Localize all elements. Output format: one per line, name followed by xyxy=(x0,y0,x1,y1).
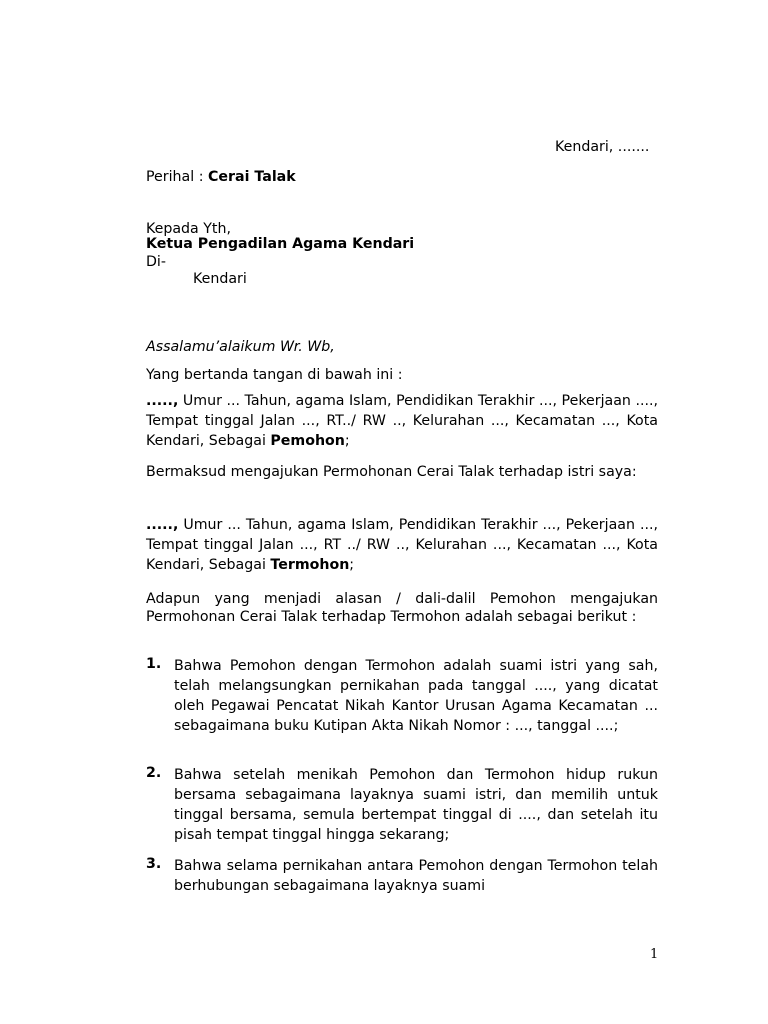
item-2-number: 2. xyxy=(146,765,162,781)
subject-line xyxy=(146,169,296,185)
intro-text: Yang bertanda tangan di bawah ini : xyxy=(146,367,403,383)
place-date: Kendari, ....... xyxy=(555,139,650,155)
respondent-role: Termohon xyxy=(270,557,350,573)
recipient-city: Kendari xyxy=(193,271,247,287)
subject-label: Perihal : xyxy=(146,169,208,185)
subject-value: Cerai Talak xyxy=(207,169,296,185)
petitioner-name-placeholder: ....., xyxy=(146,393,179,409)
salutation: Assalamu’alaikum Wr. Wb, xyxy=(146,339,335,355)
respondent-end: ; xyxy=(349,557,355,573)
respondent-details: Umur ... Tahun, agama Islam, Pendidikan Terakhir ..., Pekerjaan ..., Tempat tinggal Jalan ..., RT ../ RW .., Kelurahan ..., Kecamatan ..., Kota Kendari, Sebagai xyxy=(146,517,658,573)
petitioner-role: Pemohon xyxy=(270,433,345,449)
recipient-di: Di- xyxy=(146,254,166,270)
item-1-number: 1. xyxy=(146,656,162,672)
respondent-name-placeholder: ....., xyxy=(146,517,179,533)
respondent-paragraph xyxy=(146,515,658,575)
page-number: 1 xyxy=(650,947,659,962)
petitioner-paragraph xyxy=(146,391,658,451)
item-1-text: Bahwa Pemohon dengan Termohon adalah suami istri yang sah, telah melangsungkan pernikahan pada tanggal ...., yang dicatat oleh Pegawai Pencatat Nikah Kantor Urusan Agama Kecamatan ... sebagaimana buku Kutipan Akta Nikah Nomor : ..., tanggal ....; xyxy=(174,658,658,734)
petitioner-end: ; xyxy=(344,433,350,449)
item-2-text: Bahwa setelah menikah Pemohon dan Termohon hidup rukun bersama sebagaimana layaknya suami istri, dan memilih untuk tinggal bersama, semula bertempat tinggal di ...., dan setelah itu pisah tempat tinggal hingga sekarang; xyxy=(174,767,658,843)
petitioner-details: Umur ... Tahun, agama Islam, Pendidikan Terakhir ..., Pekerjaan ...., Tempat tinggal Jalan ..., RT../ RW .., Kelurahan ..., Kecamatan ..., Kota Kendari, Sebagai xyxy=(146,393,658,449)
recipient-greeting: Kepada Yth, xyxy=(146,221,231,237)
recipient-name: Ketua Pengadilan Agama Kendari xyxy=(146,236,415,252)
item-3-number: 3. xyxy=(146,856,162,872)
reasons-intro: Adapun yang menjadi alasan / dali-dalil Pemohon mengajukan Permohonan Cerai Talak terhadap Termohon adalah sebagai berikut : xyxy=(146,591,658,625)
item-3-text: Bahwa selama pernikahan antara Pemohon dengan Termohon telah berhubungan sebagaimana layaknya suami xyxy=(174,858,658,894)
intent-paragraph: Bermaksud mengajukan Permohonan Cerai Talak terhadap istri saya: xyxy=(146,464,637,480)
